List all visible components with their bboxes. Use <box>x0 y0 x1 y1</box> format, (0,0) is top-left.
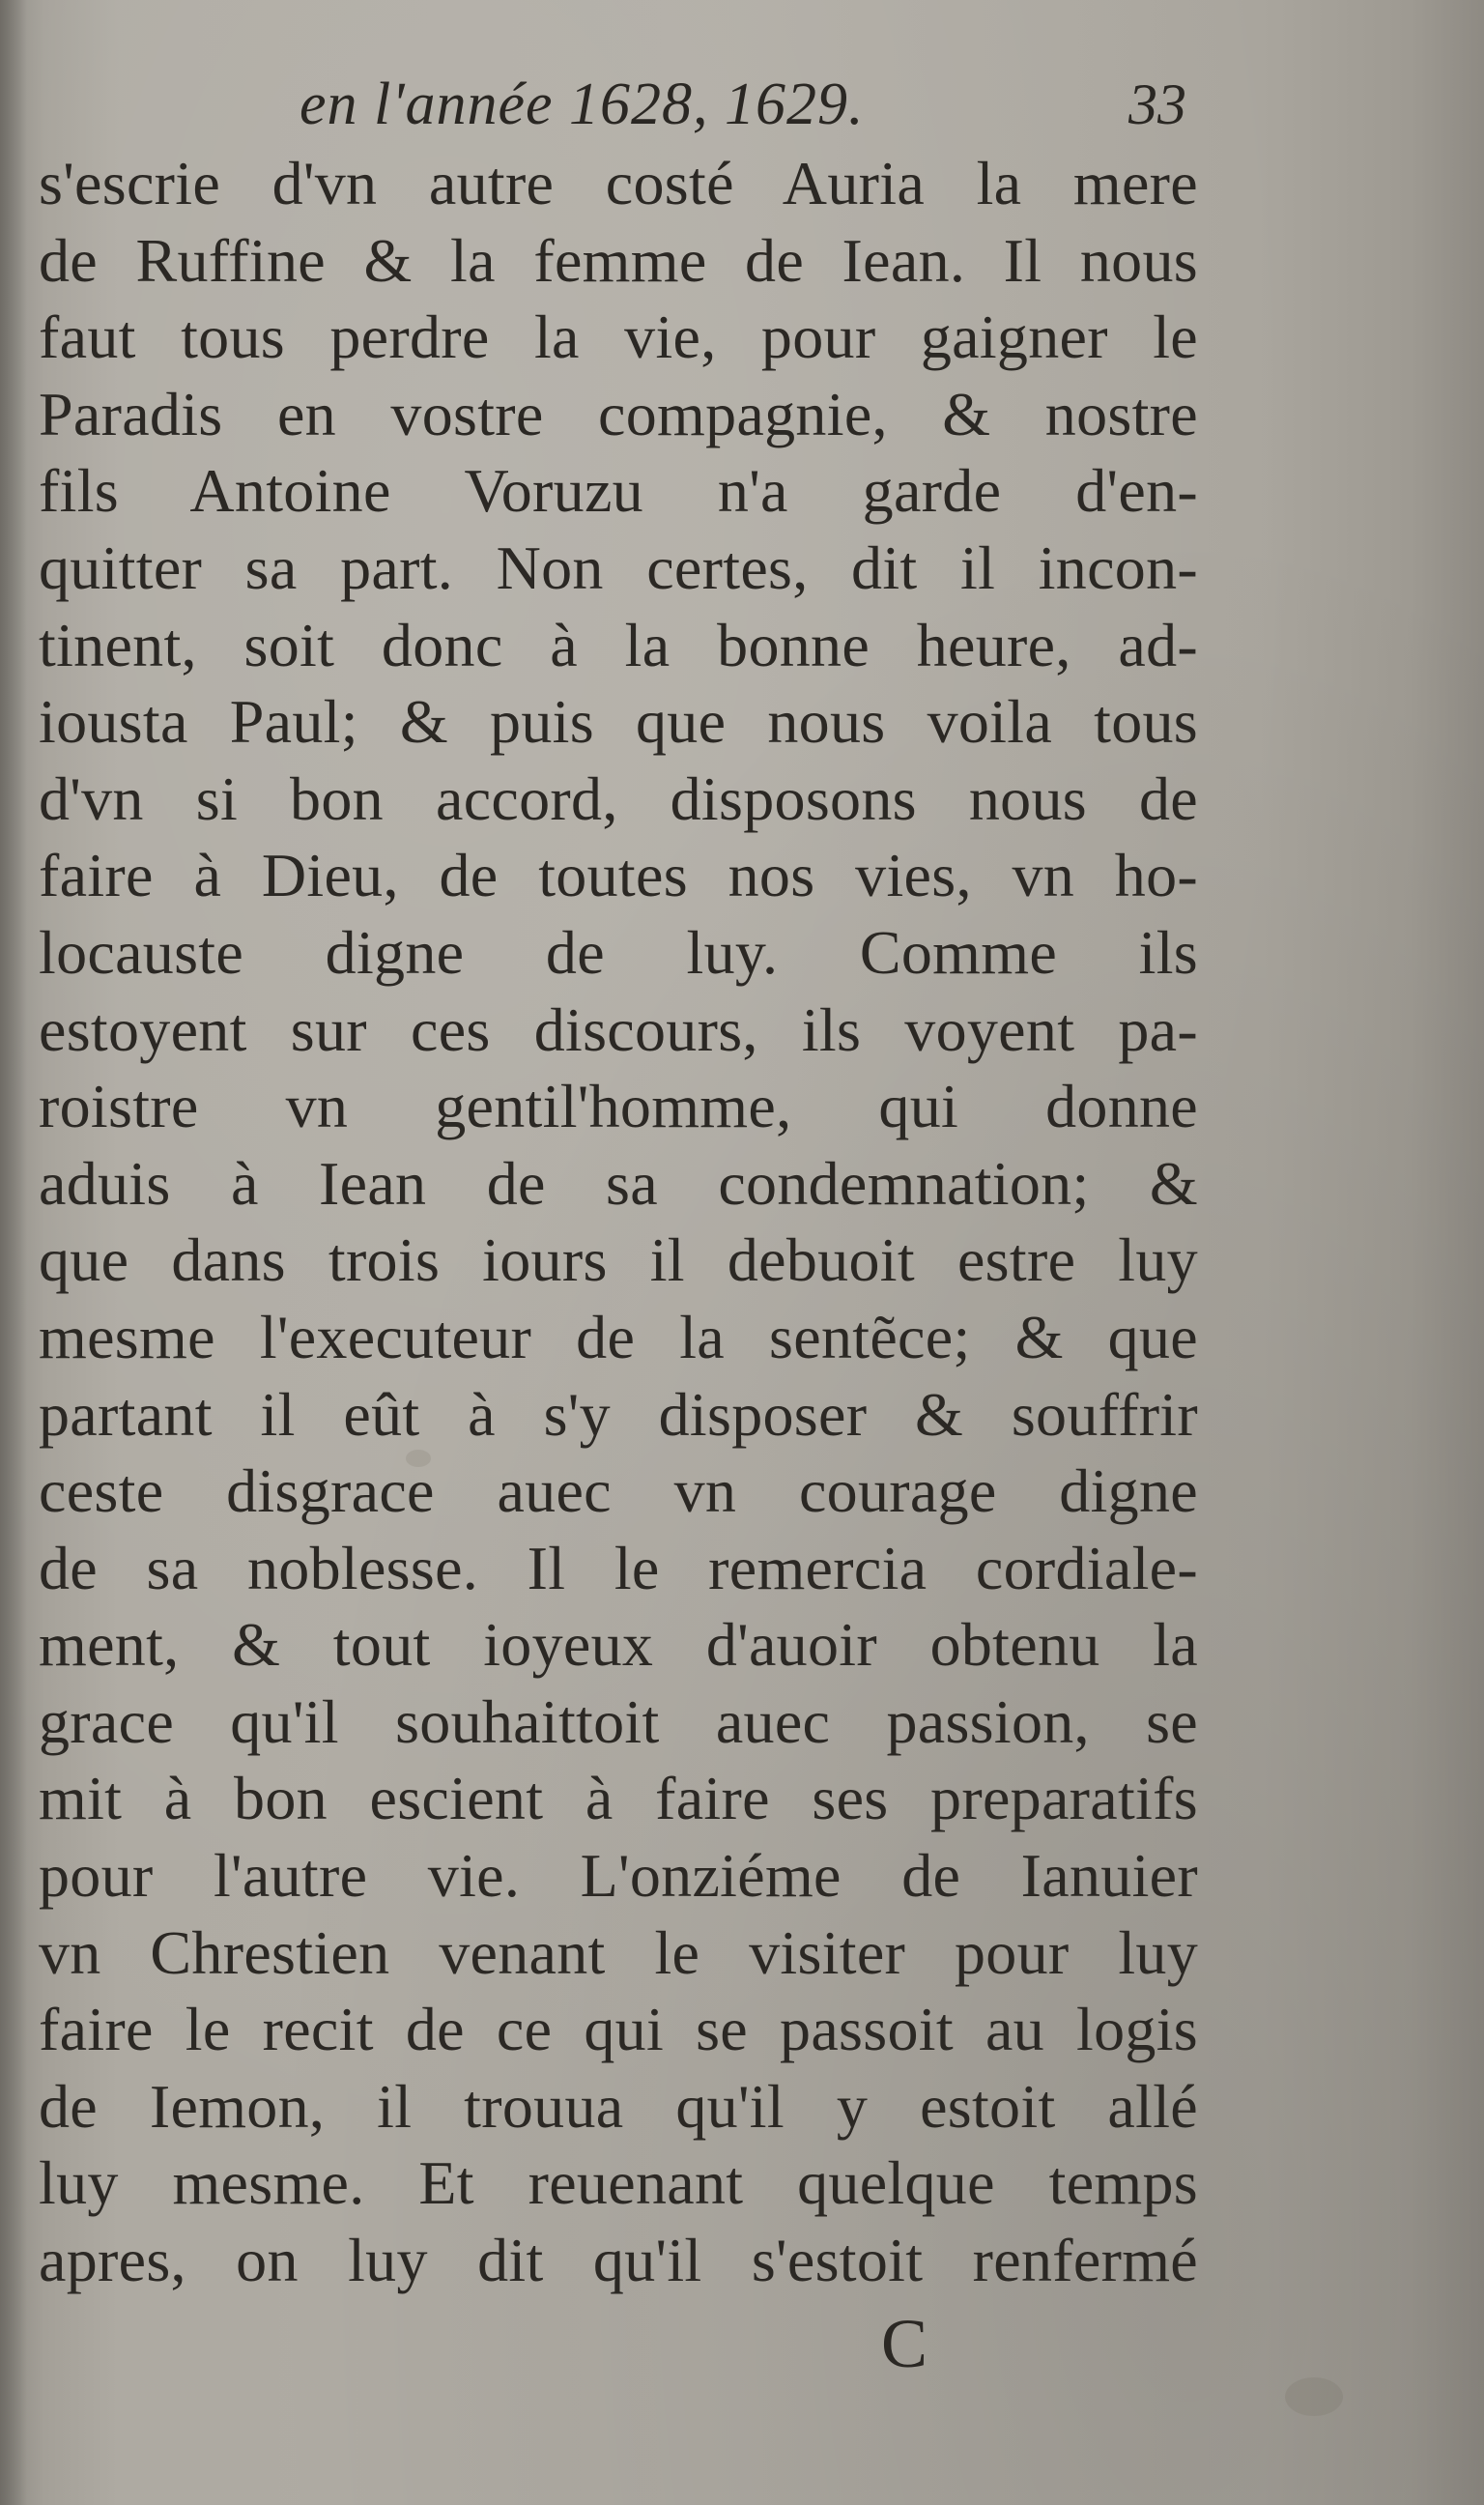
paper-stain <box>1285 2377 1343 2416</box>
text-line: de sa noblesse. Il le remercia cordiale- <box>39 1533 1198 1602</box>
text-line: que dans trois iours il debuoit estre luy <box>39 1225 1198 1295</box>
text-line: ment, & tout ioyeux d'auoir obtenu la <box>39 1610 1198 1680</box>
text-line: de Iemon, il trouua qu'il y estoit allé <box>39 2071 1198 2141</box>
text-line: faire le recit de ce qui se passoit au logis <box>39 1995 1198 2064</box>
text-line: apres, on luy dit qu'il s'estoit renfermé <box>39 2226 1198 2295</box>
text-line: vn Chrestien venant le visiter pour luy <box>39 1917 1198 1987</box>
text-line: mesme l'executeur de la sentẽce; & que <box>39 1302 1198 1371</box>
running-head <box>0 66 1484 143</box>
text-line: fils Antoine Voruzu n'a garde d'en- <box>39 456 1198 526</box>
text-line: tinent, soit donc à la bonne heure, ad- <box>39 610 1198 679</box>
text-line: ceste disgrace auec vn courage digne <box>39 1456 1198 1526</box>
text-line: partant il eût à s'y disposer & souffrir <box>39 1379 1198 1449</box>
running-title: en l'année 1628, 1629. <box>300 72 865 137</box>
text-line: quitter sa part. Non certes, dit il incon- <box>39 533 1198 602</box>
text-line: mit à bon escient à faire ses preparatifs <box>39 1764 1198 1833</box>
text-line: locauste digne de luy. Comme ils <box>39 917 1198 987</box>
text-line: Paradis en vostre compagnie, & nostre <box>39 379 1198 448</box>
page-gutter-shadow <box>0 0 27 2505</box>
text-line: de Ruffine & la femme de Iean. Il nous <box>39 225 1198 295</box>
text-line: luy mesme. Et reuenant quelque temps <box>39 2148 1198 2218</box>
text-line: pour l'autre vie. L'onziéme de Ianuier <box>39 1841 1198 1911</box>
text-line: faut tous perdre la vie, pour gaigner le <box>39 302 1198 372</box>
text-line: grace qu'il souhaittoit auec passion, se <box>39 1686 1198 1756</box>
text-line: roistre vn gentil'homme, qui donne <box>39 1072 1198 1141</box>
text-line: d'vn si bon accord, disposons nous de <box>39 763 1198 833</box>
body-text <box>39 145 1198 2299</box>
page-number: 33 <box>1128 72 1186 136</box>
signature-mark: C <box>881 2305 928 2382</box>
text-line: iousta Paul; & puis que nous voila tous <box>39 687 1198 757</box>
text-line: estoyent sur ces discours, ils voyent pa- <box>39 994 1198 1064</box>
text-line: faire à Dieu, de toutes nos vies, vn ho- <box>39 841 1198 910</box>
text-line: aduis à Iean de sa condemnation; & <box>39 1148 1198 1218</box>
text-line: s'escrie d'vn autre costé Auria la mere <box>39 149 1198 217</box>
